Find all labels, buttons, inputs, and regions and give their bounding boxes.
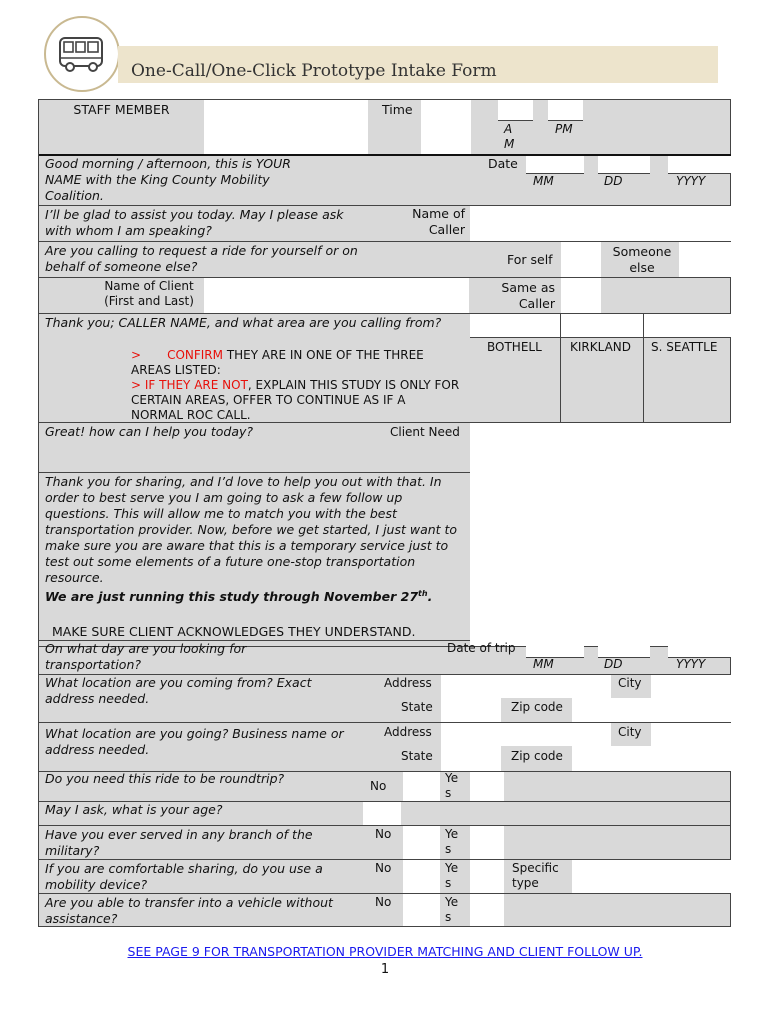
area-bothell[interactable]: BOTHELL <box>487 340 542 354</box>
roundtrip-yes-label <box>445 771 458 801</box>
military-yes-1: Ye <box>445 827 459 841</box>
area-script: Thank you; CALLER NAME, and what area are you calling from? <box>45 315 442 330</box>
explain-script <box>45 474 461 605</box>
military-script: Have you ever served in any branch of the military? <box>45 827 313 858</box>
ifnot-rest: , EXPLAIN THIS STUDY IS ONLY FOR CERTAIN AREAS, OFFER TO CONTINUE AS IF A NORMAL ROC CALL. <box>131 378 460 422</box>
am-label[interactable] <box>504 122 514 152</box>
area-s-seattle[interactable]: S. SEATTLE <box>651 340 718 354</box>
area-kirkland[interactable]: KIRKLAND <box>570 340 632 354</box>
page-number: 1 <box>380 962 390 977</box>
intake-form <box>38 99 731 927</box>
confirm-rest: THEY ARE IN ONE OF THE THREE AREAS LISTED: <box>131 348 424 377</box>
mobility-no-label: No <box>375 861 392 875</box>
from-zip-label: Zip code <box>511 700 563 714</box>
specific-type-1: Specific <box>512 861 559 875</box>
transfer-no-checkbox[interactable] <box>403 894 440 926</box>
explain-bold-end: . <box>427 589 433 605</box>
date-mm-input[interactable] <box>526 156 584 174</box>
military-yes-label <box>445 827 458 857</box>
mobility-yes-checkbox[interactable] <box>470 860 504 893</box>
same-as-caller-checkbox[interactable] <box>561 278 601 313</box>
client-name-label <box>79 279 219 309</box>
date-dd-input[interactable] <box>598 156 650 174</box>
help-script: Great! how can I help you today? <box>45 424 254 439</box>
date-dd-label: DD <box>604 174 623 188</box>
for-self-label: For self <box>507 252 553 267</box>
mobility-yes-1: Ye <box>445 861 459 875</box>
to-address-input[interactable] <box>441 723 611 746</box>
date-mm-label: MM <box>533 174 554 188</box>
age-input[interactable] <box>363 802 401 825</box>
to-zip-input[interactable] <box>572 746 731 771</box>
transfer-yes-2: s <box>445 910 452 924</box>
explain-text: Thank you for sharing, and I’d love to help you out with that. In order to best serve you I am going to ask a few follow up questions. This will allow me to match you with the best transportation provider. Now, before we get started, I just want to make sure you are aware that this is a temporary service just to test out some elements of a future one-stop transportation resource. <box>45 474 458 585</box>
from-address-input[interactable] <box>441 675 611 698</box>
to-zip-label: Zip code <box>511 749 563 763</box>
greeting-script: Good morning / afternoon, this is YOUR NAME with the King County Mobility Coalition. <box>45 156 291 203</box>
roundtrip-no-label: No <box>370 779 387 793</box>
from-city-label: City <box>618 676 642 690</box>
confirm-red: CONFIRM <box>167 348 223 362</box>
hour-input[interactable] <box>498 100 533 121</box>
military-yes-checkbox[interactable] <box>470 826 504 859</box>
transfer-yes-1: Ye <box>445 895 459 909</box>
pm-label[interactable]: PM <box>555 122 573 136</box>
for-self-checkbox[interactable] <box>561 242 601 277</box>
from-city-input[interactable] <box>651 675 731 698</box>
logo <box>44 16 120 92</box>
page-title: One-Call/One-Click Prototype Intake Form <box>131 61 497 81</box>
someone-else-checkbox[interactable] <box>679 242 731 277</box>
am-line1: A <box>504 122 513 136</box>
roundtrip-yes-1: Ye <box>445 771 459 785</box>
time-label: Time <box>382 102 413 117</box>
explain-bold-sup: th <box>418 589 428 598</box>
client-need-input[interactable] <box>470 423 731 646</box>
trip-day-script: On what day are you looking for transportation? <box>45 641 247 672</box>
to-city-label: City <box>618 725 642 739</box>
from-zip-input[interactable] <box>572 698 731 722</box>
from-address-label: Address <box>384 676 432 690</box>
transfer-no-label: No <box>375 895 392 909</box>
to-script: What location are you going? Business name or address needed. <box>45 726 344 757</box>
mobility-no-checkbox[interactable] <box>403 860 440 893</box>
age-script: May I ask, what is your age? <box>45 802 223 817</box>
explain-bold: We are just running this study through November 27 <box>45 589 419 605</box>
area-instructions <box>131 348 461 423</box>
roundtrip-yes-2: s <box>445 786 452 800</box>
trip-yyyy-input[interactable] <box>668 640 731 658</box>
date-label: Date <box>488 156 518 171</box>
bus-icon <box>46 18 118 90</box>
transfer-script: Are you able to transfer into a vehicle without assistance? <box>45 895 333 926</box>
mobility-yes-label <box>445 861 458 891</box>
ride-for-script: Are you calling to request a ride for yourself or on behalf of someone else? <box>45 243 358 274</box>
military-yes-2: s <box>445 842 452 856</box>
staff-member-label: STAFF MEMBER <box>73 102 170 117</box>
confirm-arrow: > <box>131 348 142 362</box>
trip-mm-label: MM <box>533 657 554 671</box>
same-as-caller-label: Same as Caller <box>501 280 555 311</box>
transfer-yes-label <box>445 895 458 925</box>
provider-matching-link[interactable]: SEE PAGE 9 FOR TRANSPORTATION PROVIDER MATCHING AND CLIENT FOLLOW UP. <box>127 944 643 959</box>
specific-type-label <box>512 861 559 891</box>
from-state-input[interactable] <box>441 698 501 722</box>
roundtrip-script: Do you need this ride to be roundtrip? <box>45 771 285 786</box>
date-of-trip-label: Date of trip <box>447 641 516 655</box>
caller-script: I’ll be glad to assist you today. May I please ask with whom I am speaking? <box>45 207 344 238</box>
to-state-label: State <box>401 749 433 763</box>
client-need-label: Client Need <box>390 425 460 439</box>
trip-dd-label: DD <box>604 657 623 671</box>
client-name-label-1: Name of Client <box>104 279 194 293</box>
to-state-input[interactable] <box>441 746 501 771</box>
time-input[interactable] <box>421 100 471 154</box>
trip-yyyy-label: YYYY <box>676 657 706 671</box>
staff-member-input[interactable] <box>204 100 368 154</box>
roundtrip-no-checkbox[interactable] <box>403 772 440 801</box>
specific-type-2: type <box>512 876 539 890</box>
date-yyyy-label: YYYY <box>676 174 706 188</box>
client-name-label-2: (First and Last) <box>104 294 194 308</box>
am-line2: M <box>504 137 515 151</box>
mobility-script: If you are comfortable sharing, do you use a mobility device? <box>45 861 323 892</box>
to-city-input[interactable] <box>651 723 731 746</box>
minute-input[interactable] <box>548 100 583 121</box>
someone-else-label: Someone else <box>612 244 672 275</box>
client-name-input[interactable] <box>204 278 469 313</box>
ifnot-red: > IF THEY ARE NOT <box>131 378 248 392</box>
from-script: What location are you coming from? Exact address needed. <box>45 675 312 706</box>
roundtrip-yes-checkbox[interactable] <box>470 772 504 801</box>
military-no-label: No <box>375 827 392 841</box>
acknowledge-instruction: MAKE SURE CLIENT ACKNOWLEDGES THEY UNDERSTAND. <box>52 624 416 639</box>
transfer-yes-checkbox[interactable] <box>470 894 504 926</box>
specific-type-input[interactable] <box>572 860 731 893</box>
trip-dd-input[interactable] <box>598 640 650 658</box>
area-input[interactable] <box>470 314 731 337</box>
trip-mm-input[interactable] <box>526 640 584 658</box>
to-address-label: Address <box>384 725 432 739</box>
date-yyyy-input[interactable] <box>668 156 731 174</box>
mobility-yes-2: s <box>445 876 452 890</box>
military-no-checkbox[interactable] <box>403 826 440 859</box>
caller-name-input[interactable] <box>470 206 731 241</box>
from-state-label: State <box>401 700 433 714</box>
caller-name-label: Name of Caller <box>412 206 465 237</box>
